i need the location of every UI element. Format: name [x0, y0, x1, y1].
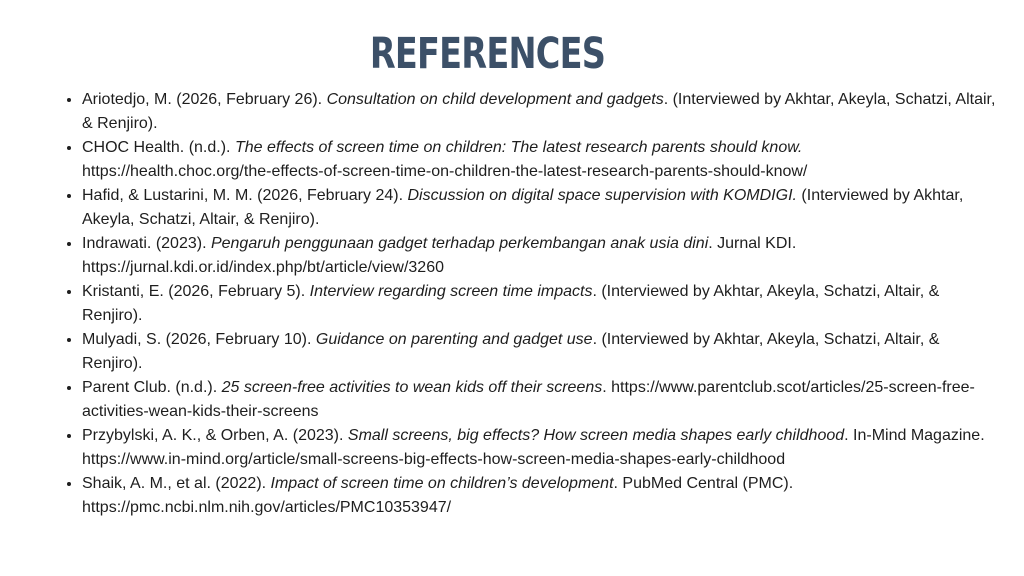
reference-text: . https://www.parentclub.scot/articles/25-screen-free-activities-wean-kids-their-screens [82, 379, 975, 420]
reference-text: . PubMed Central (PMC). https://pmc.ncbi.nlm.nih.gov/articles/PMC10353947/ [82, 475, 794, 516]
reference-item [82, 136, 996, 184]
reference-title: Impact of screen time on children’s development [270, 475, 614, 492]
reference-title: 25 screen-free activities to wean kids off their screens [221, 379, 603, 396]
reference-text: . (Interviewed by Akhtar, Akeyla, Schatzi, Altair, & Renjiro). [82, 91, 996, 132]
reference-text: Kristanti, E. (2026, February 5). [82, 283, 310, 300]
reference-text: Parent Club. (n.d.). [82, 379, 222, 396]
reference-title: Discussion on digital space supervision with KOMDIGI. [407, 187, 797, 204]
reference-text: Mulyadi, S. (2026, February 10). [82, 331, 316, 348]
reference-text: https://health.choc.org/the-effects-of-screen-time-on-children-the-latest-research-parents-should-know/ [82, 163, 808, 180]
reference-text: Shaik, A. M., et al. (2022). [82, 475, 271, 492]
reference-list [62, 88, 996, 520]
reference-text: Przybylski, A. K., & Orben, A. (2023). [82, 427, 348, 444]
reference-text: (Interviewed by Akhtar, Akeyla, Schatzi, Altair, & Renjiro). [82, 187, 964, 228]
reference-text: . (Interviewed by Akhtar, Akeyla, Schatzi, Altair, & Renjiro). [82, 283, 940, 324]
reference-text: Hafid, & Lustarini, M. M. (2026, February 24). [82, 187, 408, 204]
reference-title: Small screens, big effects? How screen media shapes early childhood [347, 427, 845, 444]
reference-item [82, 280, 996, 328]
reference-text: Ariotedjo, M. (2026, February 26). [82, 91, 327, 108]
reference-item [82, 184, 996, 232]
reference-text: CHOC Health. (n.d.). [82, 139, 235, 156]
reference-item [82, 328, 996, 376]
reference-item [82, 424, 996, 472]
reference-title: Interview regarding screen time impacts [309, 283, 593, 300]
reference-title: Pengaruh penggunaan gadget terhadap perkembangan anak usia dini [210, 235, 709, 252]
reference-text: Indrawati. (2023). [82, 235, 211, 252]
reference-text: . (Interviewed by Akhtar, Akeyla, Schatzi, Altair, & Renjiro). [82, 331, 940, 372]
page-title: REFERENCES [369, 29, 606, 79]
reference-item [82, 376, 996, 424]
reference-title: Consultation on child development and gadgets [326, 91, 664, 108]
reference-title: The effects of screen time on children: The latest research parents should know. [234, 139, 803, 156]
reference-item [82, 232, 996, 280]
reference-item [82, 88, 996, 136]
reference-item [82, 472, 996, 520]
reference-text: . Jurnal KDI. https://jurnal.kdi.or.id/index.php/bt/article/view/3260 [82, 235, 797, 276]
reference-text: . In-Mind Magazine. https://www.in-mind.org/article/small-screens-big-effects-how-screen-media-shapes-early-childhood [82, 427, 985, 468]
reference-title: Guidance on parenting and gadget use [315, 331, 593, 348]
